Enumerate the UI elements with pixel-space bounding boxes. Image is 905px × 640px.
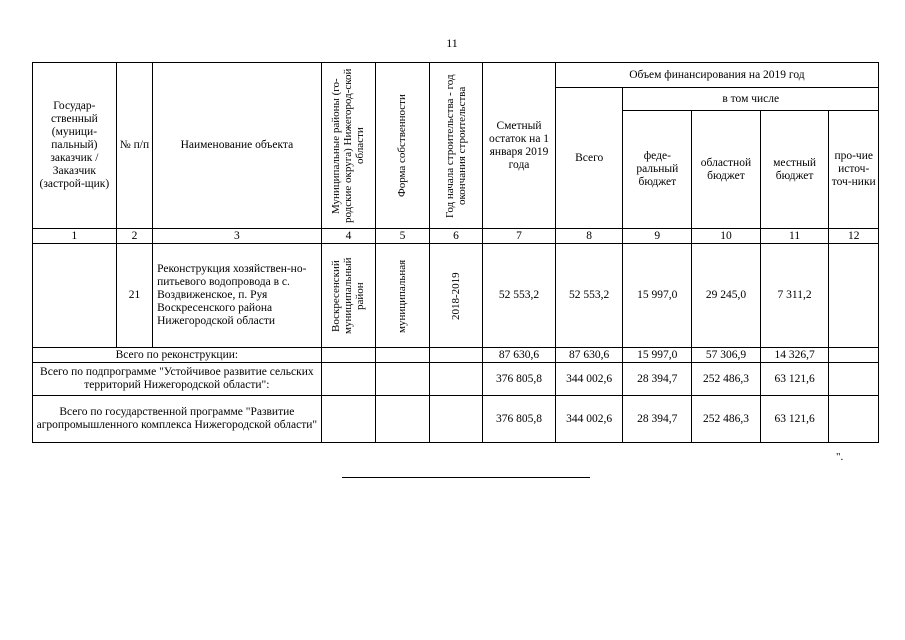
header-years: Год начала строительства - год окончания строительства — [443, 73, 468, 218]
summary-estimate-balance: 376 805,8 — [483, 363, 556, 396]
header-other: про-чие источ-точ-ники — [829, 111, 879, 229]
header-estimate-balance: Сметный остаток на 1 января 2019 года — [483, 63, 556, 229]
object-years: 2018-2019 — [449, 271, 462, 320]
header-regional: областной бюджет — [692, 111, 761, 229]
header-funding-volume: Объем финансирования на 2019 год — [555, 63, 878, 88]
summary-total: 87 630,6 — [555, 348, 623, 363]
header-object-name: Наименование объекта — [153, 63, 322, 229]
summary-regional: 252 486,3 — [692, 396, 761, 443]
column-number: 5 — [376, 229, 430, 244]
column-number-row — [33, 229, 879, 244]
header-total: Всего — [555, 88, 623, 229]
summary-local: 63 121,6 — [760, 363, 829, 396]
summary-regional: 252 486,3 — [692, 363, 761, 396]
end-rule — [342, 477, 590, 478]
summary-regional: 57 306,9 — [692, 348, 761, 363]
page-number: 11 — [446, 36, 458, 50]
summary-total: 344 002,6 — [555, 363, 623, 396]
summary-other — [829, 348, 879, 363]
column-number: 11 — [760, 229, 829, 244]
summary-other — [829, 363, 879, 396]
header-districts: Муниципальные районы (го-родские округа) Нижегород-ской области — [330, 68, 367, 223]
closing-quote-mark: ". — [836, 451, 844, 463]
header-districts-cell — [321, 63, 376, 229]
header-row-number: № п/п — [116, 63, 152, 229]
object-regional: 29 245,0 — [692, 244, 761, 348]
object-federal: 15 997,0 — [623, 244, 692, 348]
object-row-number: 21 — [116, 244, 152, 348]
object-district-cell — [321, 244, 376, 348]
header-ownership: Форма собственности — [396, 94, 409, 197]
object-years-cell — [429, 244, 483, 348]
column-number: 10 — [692, 229, 761, 244]
header-years-cell — [429, 63, 483, 229]
column-number: 1 — [33, 229, 117, 244]
column-number: 2 — [116, 229, 152, 244]
column-number: 9 — [623, 229, 692, 244]
summary-label: Всего по государственной программе "Развитие агропромышленного комплекса Нижегородской области" — [33, 396, 322, 443]
summary-federal: 28 394,7 — [623, 363, 692, 396]
summary-estimate-balance: 87 630,6 — [483, 348, 556, 363]
header-ownership-cell — [376, 63, 430, 229]
column-number: 12 — [829, 229, 879, 244]
summary-row — [33, 348, 879, 363]
header-including: в том числе — [623, 88, 879, 111]
summary-row — [33, 363, 879, 396]
summary-federal: 15 997,0 — [623, 348, 692, 363]
summary-federal: 28 394,7 — [623, 396, 692, 443]
object-customer — [33, 244, 117, 348]
object-estimate-balance: 52 553,2 — [483, 244, 556, 348]
object-ownership: муниципальная — [396, 258, 409, 333]
financing-table — [32, 62, 879, 443]
summary-local: 14 326,7 — [760, 348, 829, 363]
column-number: 7 — [483, 229, 556, 244]
column-number: 8 — [555, 229, 623, 244]
object-ownership-cell — [376, 244, 430, 348]
object-total: 52 553,2 — [555, 244, 623, 348]
column-number: 4 — [321, 229, 376, 244]
header-local: местный бюджет — [760, 111, 829, 229]
object-district: Воскресенский муниципальный район — [330, 257, 367, 334]
summary-row — [33, 396, 879, 443]
header-customer: Государ-ственный (муници-пальный) заказчик / Заказчик (застрой-щик) — [33, 63, 117, 229]
object-row — [33, 244, 879, 348]
summary-label: Всего по подпрограмме "Устойчивое развитие сельских территорий Нижегородской области": — [33, 363, 322, 396]
object-other — [829, 244, 879, 348]
summary-total: 344 002,6 — [555, 396, 623, 443]
summary-other — [829, 396, 879, 443]
summary-estimate-balance: 376 805,8 — [483, 396, 556, 443]
object-local: 7 311,2 — [760, 244, 829, 348]
column-number: 3 — [153, 229, 322, 244]
summary-label: Всего по реконструкции: — [33, 348, 322, 363]
header-federal: феде-ральный бюджет — [623, 111, 692, 229]
summary-local: 63 121,6 — [760, 396, 829, 443]
object-name: Реконструкция хозяйствен-но-питьевого водопровода в с. Воздвиженское, п. Руя Воскресенского района Нижегородской области — [153, 244, 322, 348]
column-number: 6 — [429, 229, 483, 244]
